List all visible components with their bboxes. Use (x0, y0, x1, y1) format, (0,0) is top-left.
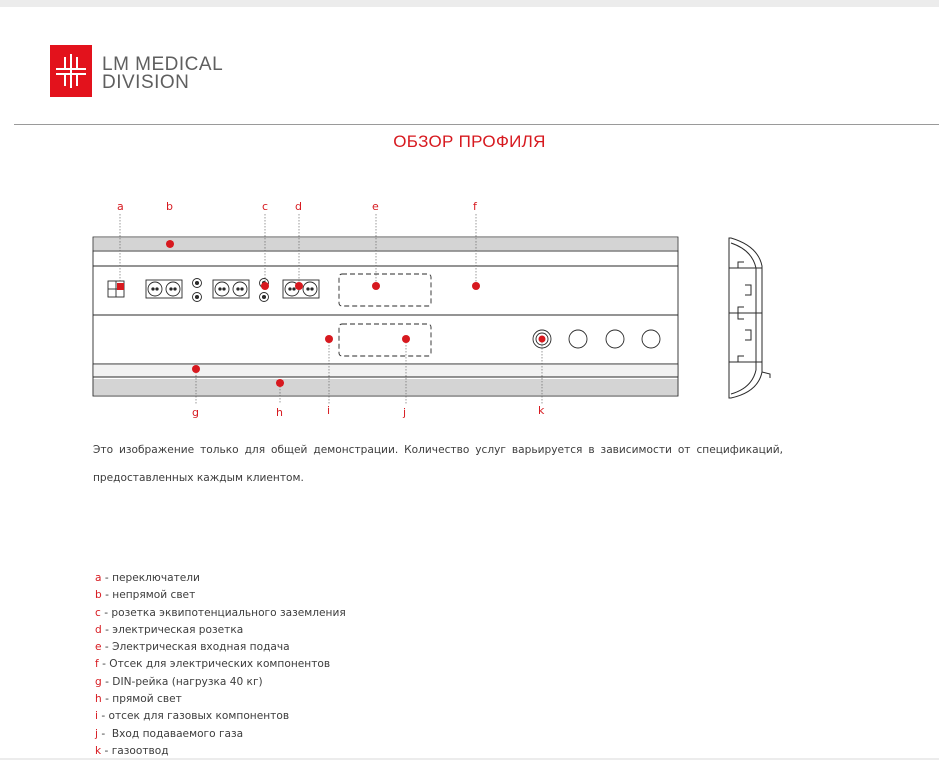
label-f: f (473, 200, 477, 213)
legend-text: электрическая розетка (112, 623, 244, 636)
legend-item (95, 743, 346, 760)
legend-text: газоотвод (111, 744, 169, 757)
legend-item (95, 674, 346, 691)
label-c: c (262, 200, 269, 213)
legend-sep: - (101, 675, 113, 688)
legend-key: j (95, 727, 98, 740)
legend-sep: - (100, 606, 112, 619)
legend-sep: - (101, 744, 112, 757)
marker-h (276, 379, 284, 387)
din-rail (93, 364, 678, 377)
legend-sep: - (101, 641, 113, 654)
marker-c (261, 282, 269, 290)
legend-item (95, 605, 346, 622)
legend-item (95, 691, 346, 708)
legend-text: прямой свет (112, 693, 182, 706)
label-e: e (372, 200, 379, 213)
marker-i (325, 335, 333, 343)
legend-sep: - (101, 623, 113, 636)
socket-pair-icon (213, 280, 249, 298)
marker-a (117, 283, 124, 290)
legend-item (95, 656, 346, 673)
legend-sep: - (101, 693, 113, 706)
legend-key: h (95, 693, 102, 706)
legend-text: переключатели (112, 572, 200, 584)
marker-k (539, 336, 546, 343)
marker-f (472, 282, 480, 290)
label-i: i (327, 404, 331, 417)
marker-j (402, 335, 410, 343)
legend-item (95, 708, 346, 725)
legend-key: a (95, 572, 102, 584)
legend-key: g (95, 675, 102, 688)
legend-text: непрямой свет (112, 589, 196, 602)
legend-sep: - (97, 727, 112, 740)
marker-g (192, 365, 200, 373)
caption-line-1: Это изображение только для общей демонстрации. Количество услуг варьируется в зависимости от спецификаций, (93, 444, 783, 456)
caption-line-2: предоставленных каждым клиентом. (93, 472, 304, 484)
legend-key: d (95, 623, 102, 636)
label-a: a (117, 200, 124, 213)
socket-pair-icon (146, 280, 182, 298)
page-title: ОБЗОР ПРОФИЛЯ (393, 132, 546, 151)
legend-key: f (95, 658, 99, 671)
logo-line-1: LM MEDICAL (102, 54, 224, 75)
legend-text: Вход подаваемого газа (111, 727, 244, 740)
legend-text: DIN-рейка (нагрузка 40 кг) (112, 675, 263, 688)
logo-line-2: DIVISION (102, 72, 190, 93)
legend-key: b (95, 589, 102, 602)
legend-text: Отсек для электрических компонентов (109, 658, 331, 671)
legend-key: c (95, 606, 101, 619)
legend-sep: - (97, 710, 109, 723)
legend-item (95, 726, 346, 743)
legend-text: отсек для газовых компонентов (108, 710, 290, 723)
legend-text: розетка эквипотенциального заземления (111, 606, 346, 619)
legend-key: k (95, 744, 102, 757)
label-k: k (538, 404, 545, 417)
legend-sep: - (101, 589, 113, 602)
legend-sep: - (101, 572, 113, 584)
legend-item (95, 587, 346, 604)
legend-key: i (95, 710, 98, 723)
label-d: d (295, 200, 302, 213)
legend-text: Электрическая входная подача (112, 641, 290, 654)
marker-b (166, 240, 174, 248)
marker-d (295, 282, 303, 290)
label-h: h (276, 406, 283, 419)
label-g: g (192, 406, 199, 419)
legend-item (95, 639, 346, 656)
label-b: b (166, 200, 173, 213)
label-j: j (403, 406, 407, 419)
marker-e (372, 282, 380, 290)
profile-cross-section (729, 238, 770, 398)
legend-list (95, 570, 346, 760)
legend-item (95, 570, 346, 587)
legend-sep: - (98, 658, 110, 671)
legend-key: e (95, 641, 102, 654)
document-page (0, 7, 939, 758)
legend-item (95, 622, 346, 639)
